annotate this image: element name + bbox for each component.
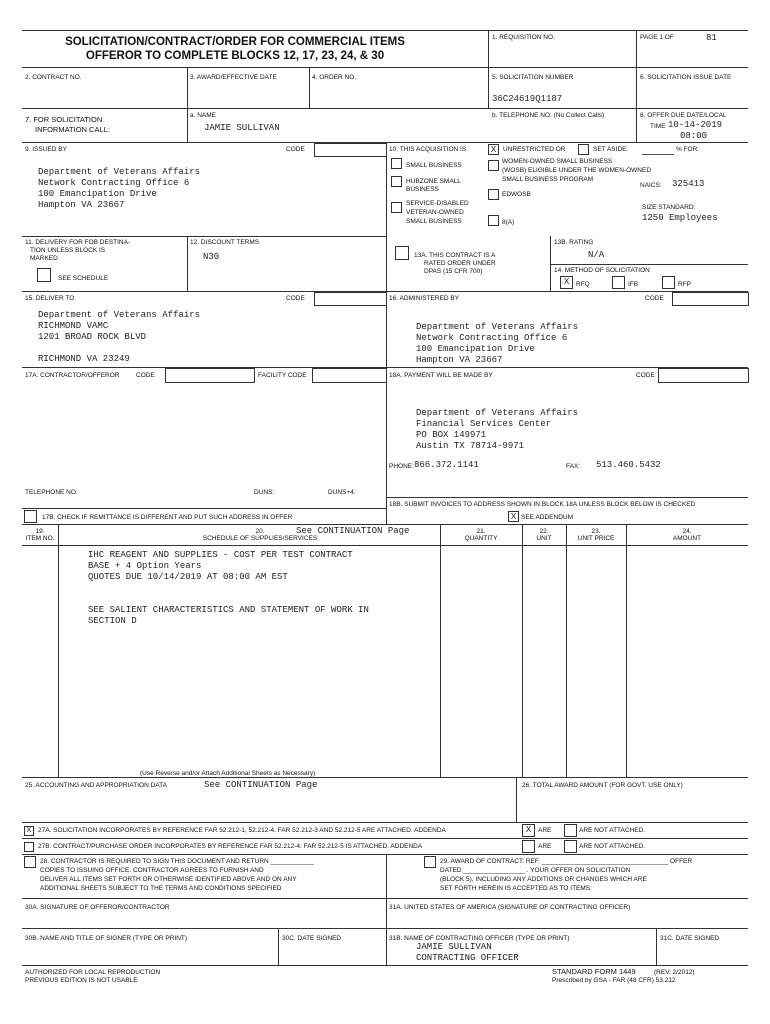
- deliver-to-code-field[interactable]: [314, 292, 387, 306]
- col21-num: 21.: [476, 528, 486, 535]
- administered-by-label: 16. ADMINISTERED BY: [389, 295, 460, 302]
- rating-value: N/A: [588, 250, 605, 260]
- submit-invoices-label: 18B. SUBMIT INVOICES TO ADDRESS SHOWN IN BLOCK 18A UNLESS BLOCK BELOW IS CHECKED: [389, 501, 696, 508]
- see-addendum-checkbox[interactable]: X: [508, 511, 519, 522]
- issued-by-line-4: Hampton VA 23667: [38, 200, 125, 210]
- small-business-label: SMALL BUSINESS: [406, 162, 462, 169]
- payment-phone: 866.372.1141: [414, 460, 479, 470]
- payment-line-1: Department of Veterans Affairs: [416, 408, 579, 418]
- col19-num: 19.: [35, 528, 45, 535]
- discount-terms-value[interactable]: N30: [203, 252, 220, 262]
- ifb-checkbox[interactable]: [612, 276, 625, 289]
- 27a-are-label: ARE: [538, 827, 552, 834]
- contractor-code-label: CODE: [136, 372, 155, 379]
- edwosb-label: EDWOSB: [502, 191, 531, 198]
- col19-header: ITEM NO.: [25, 535, 55, 542]
- issue-date-label: 6. SOLICITATION ISSUE DATE: [640, 74, 732, 81]
- sdvosb-label-3: SMALL BUSINESS: [406, 218, 462, 225]
- col22-header: UNIT: [536, 535, 552, 542]
- form-title-line1: SOLICITATION/CONTRACT/ORDER FOR COMMERCIAL ITEMS: [65, 36, 405, 48]
- block11-label-2: TION UNLESS BLOCK IS: [30, 247, 106, 254]
- rfq-checkbox[interactable]: X: [560, 276, 573, 289]
- 27a-are-checkbox[interactable]: X: [522, 824, 535, 837]
- edwosb-checkbox[interactable]: [488, 189, 499, 200]
- 28-line-1: 28. CONTRACTOR IS REQUIRED TO SIGN THIS DOCUMENT AND RETURN ____________: [40, 858, 314, 865]
- 28-checkbox[interactable]: [24, 856, 36, 868]
- wosb-checkbox[interactable]: [488, 160, 499, 171]
- pct-for-label: % FOR:: [676, 146, 700, 153]
- rated-order-checkbox[interactable]: [395, 246, 409, 260]
- contractor-label: 17A. CONTRACTOR/OFFEROR: [25, 372, 120, 379]
- administered-by-code-field[interactable]: [672, 292, 749, 306]
- 27b-checkbox[interactable]: [24, 842, 34, 852]
- requisition-label: 1. REQUISITION NO.: [492, 34, 555, 41]
- time-label: TIME: [650, 123, 666, 130]
- page-total: 81: [706, 33, 717, 43]
- schedule-desc-line-8: SECTION D: [88, 616, 137, 626]
- small-business-checkbox[interactable]: [391, 158, 402, 169]
- remit-label: 17B. CHECK IF REMITTANCE IS DIFFERENT AND PUT SUCH ADDRESS IN OFFER: [42, 514, 293, 521]
- payment-phone-label: PHONE:: [389, 463, 414, 470]
- schedule-desc-line-3: QUOTES DUE 10/14/2019 AT 08:00 AM EST: [88, 572, 288, 582]
- see-schedule-checkbox[interactable]: [37, 268, 51, 282]
- order-no-label: 4. ORDER NO.: [312, 74, 357, 81]
- form-title-line2: OFFEROR TO COMPLETE BLOCKS 12, 17, 23, 24, & 30: [85, 50, 385, 62]
- issued-by-code-field[interactable]: [314, 143, 387, 157]
- 29-checkbox[interactable]: [424, 856, 436, 868]
- discount-terms-label: 12. DISCOUNT TERMS: [190, 239, 260, 246]
- footer-left-1: AUTHORIZED FOR LOCAL REPRODUCTION: [25, 969, 161, 976]
- block11-label-1: 11. DELIVERY FOR FOB DESTINA-: [25, 239, 131, 246]
- facility-code-field[interactable]: [312, 368, 387, 383]
- payment-fax: 513.460.5432: [596, 460, 661, 470]
- for-info-label-1: 7. FOR SOLICITATION: [25, 115, 103, 124]
- issued-by-line-3: 100 Emancipation Drive: [38, 189, 157, 199]
- rated-order-label-3: DPAS (15 CFR 700): [424, 268, 483, 275]
- deliver-to-line-3: 1201 BROAD ROCK BLVD: [38, 332, 147, 342]
- 28-line-3: DELIVER ALL ITEMS SET FORTH OR OTHERWISE IDENTIFIED ABOVE AND ON ANY: [40, 876, 297, 883]
- administered-by-line-1: Department of Veterans Affairs: [416, 322, 579, 332]
- unrestricted-label: UNRESTRICTED OR: [503, 146, 566, 153]
- accounting-value: See CONTINUATION Page: [204, 780, 318, 790]
- contractor-code-field[interactable]: [165, 368, 255, 383]
- col20-header: SCHEDULE OF SUPPLIES/SERVICES: [202, 535, 318, 542]
- hubzone-label-2: BUSINESS: [406, 186, 439, 193]
- payment-code-label: CODE: [636, 372, 655, 379]
- schedule-desc-line-1: IHC REAGENT AND SUPPLIES - COST PER TEST CONTRACT: [88, 550, 353, 560]
- sig-31a-label: 31A. UNITED STATES OF AMERICA (SIGNATURE OF CONTRACTING OFFICER): [389, 904, 631, 911]
- administered-by-code-label: CODE: [645, 295, 664, 302]
- telephone-label: TELEPHONE NO.: [25, 489, 78, 496]
- administered-by-line-2: Network Contracting Office 6: [416, 333, 568, 343]
- total-award-label: 26. TOTAL AWARD AMOUNT (FOR GOVT. USE ONLY): [522, 782, 683, 789]
- 27b-are-label: ARE: [538, 843, 552, 850]
- 27b-label: 27B. CONTRACT/PURCHASE ORDER INCORPORATES BY REFERENCE FAR 52.212-4. FAR 52.212-5 IS ATTACHED. ADDENDA: [38, 843, 423, 850]
- sig-30c-label: 30C. DATE SIGNED: [282, 935, 342, 942]
- sdvosb-checkbox[interactable]: [391, 202, 402, 213]
- 27a-label: 27A. SOLICITATION INCORPORATES BY REFERENCE FAR 52.212-1, 52.212-4. FAR 52.212-3 AND 52.212-5 ARE ATTACHED. ADDENDA: [38, 827, 446, 834]
- footer-left-2: PREVIOUS EDITION IS NOT USABLE: [25, 977, 138, 984]
- schedule-desc-line-7: SEE SALIENT CHARACTERISTICS AND STATEMENT OF WORK IN: [88, 605, 369, 615]
- wosb-label-3: SMALL BUSINESS PROGRAM: [502, 176, 594, 183]
- deliver-to-label: 15. DELIVER TO: [25, 295, 75, 302]
- set-aside-checkbox[interactable]: [578, 144, 589, 155]
- duns-label: DUNS:: [254, 489, 275, 496]
- payment-fax-label: FAX:: [566, 463, 581, 470]
- footer-rev: (REV. 2/2012): [654, 969, 695, 976]
- 27b-are-not-checkbox[interactable]: [564, 840, 577, 853]
- 28-line-2: COPIES TO ISSUING OFFICE. CONTRACTOR AGREES TO FURNISH AND: [40, 867, 264, 874]
- hubzone-checkbox[interactable]: [391, 176, 402, 187]
- sig-30b-label: 30B. NAME AND TITLE OF SIGNER (TYPE OR PRINT): [25, 935, 188, 942]
- award-date-label: 3. AWARD/EFFECTIVE DATE: [190, 74, 277, 81]
- size-standard-label: SIZE STANDARD:: [642, 204, 696, 211]
- wosb-label-2: (WOSB) ELIGIBLE UNDER THE WOMEN-OWNED: [502, 167, 652, 174]
- see-addendum-label: SEE ADDENDUM: [521, 514, 574, 521]
- 27a-are-not-label: ARE NOT ATTACHED.: [579, 827, 646, 834]
- issued-by-line-1: Department of Veterans Affairs: [38, 167, 201, 177]
- contact-name[interactable]: JAMIE SULLIVAN: [204, 123, 280, 133]
- offer-due-label: 8. OFFER DUE DATE/LOCAL: [640, 112, 727, 119]
- offer-due-time[interactable]: 08:00: [680, 131, 708, 141]
- issued-by-line-2: Network Contracting Office 6: [38, 178, 190, 188]
- ifb-label: IFB: [628, 281, 639, 288]
- method-label: 14. METHOD OF SOLICITATION: [554, 267, 650, 274]
- use-reverse-note: (Use Reverse and/or Attach Additional Sheets as Necessary): [140, 770, 316, 777]
- rfp-checkbox[interactable]: [662, 276, 675, 289]
- footer-prescribed: Prescribed by GSA - FAR (48 CFR) 53.212: [552, 977, 676, 984]
- unrestricted-checkbox[interactable]: X: [488, 144, 499, 155]
- contracting-officer-title: CONTRACTING OFFICER: [416, 953, 519, 963]
- payment-line-4: Austin TX 78714-9971: [416, 441, 525, 451]
- block11-label-3: MARKED: [30, 255, 58, 262]
- set-aside-label: SET ASIDE:: [593, 146, 629, 153]
- solicitation-no[interactable]: 36C24619Q1187: [492, 94, 563, 104]
- eight-a-checkbox[interactable]: [488, 215, 499, 226]
- col23-header: UNIT PRICE: [577, 535, 615, 542]
- contracting-officer-name: JAMIE SULLIVAN: [416, 942, 492, 952]
- rated-order-label-2: RATED ORDER UNDER: [424, 260, 496, 267]
- administered-by-line-3: 100 Emancipation Drive: [416, 344, 535, 354]
- size-standard-value: 1250 Employees: [642, 213, 718, 223]
- solicitation-no-label: 5. SOLICITATION NUMBER: [492, 74, 574, 81]
- 27b-are-checkbox[interactable]: [522, 840, 535, 853]
- rfq-label: RFQ: [576, 281, 590, 288]
- deliver-to-line-1: Department of Veterans Affairs: [38, 310, 201, 320]
- col21-header: QUANTITY: [464, 535, 498, 542]
- sig-31b-label: 31B. NAME OF CONTRACTING OFFICER (TYPE OR PRINT): [389, 935, 570, 942]
- duns4-label: DUNS+4:: [328, 489, 356, 496]
- payment-line-3: PO BOX 149971: [416, 430, 487, 440]
- naics-value: 325413: [672, 179, 705, 189]
- naics-label: NAICS:: [640, 182, 662, 189]
- for-info-label-2: INFORMATION CALL:: [35, 125, 110, 134]
- administered-by-line-4: Hampton VA 23667: [416, 355, 503, 365]
- 29-line-1: 29. AWARD OF CONTRACT: REF. ___________________________________ OFFER: [440, 858, 693, 865]
- payment-code-field[interactable]: [658, 368, 749, 383]
- name-label: a. NAME: [190, 112, 217, 119]
- acquisition-label: 10. THIS ACQUISITION IS: [389, 146, 467, 153]
- payment-label: 18A. PAYMENT WILL BE MADE BY: [389, 372, 493, 379]
- 29-line-3: (BLOCK 5), INCLUDING ANY ADDITIONS OR CHANGES WHICH ARE: [440, 876, 647, 883]
- issued-by-code-label: CODE: [286, 146, 305, 153]
- rfp-label: RFP: [678, 281, 691, 288]
- col24-header: AMOUNT: [672, 535, 702, 542]
- remit-checkbox[interactable]: [24, 510, 37, 523]
- sdvosb-label-1: SERVICE-DISABLED: [406, 200, 469, 207]
- col20-continuation: See CONTINUATION Page: [296, 526, 410, 536]
- facility-code-label: FACILITY CODE: [258, 372, 307, 379]
- col24-num: 24.: [682, 528, 692, 535]
- issued-by-label: 9. ISSUED BY: [25, 146, 67, 153]
- page-label: PAGE 1 OF: [640, 34, 674, 41]
- col20-num: 20.: [255, 528, 265, 535]
- payment-line-2: Financial Services Center: [416, 419, 552, 429]
- footer-form-name: STANDARD FORM 1449: [552, 967, 636, 976]
- 28-line-4: ADDITIONAL SHEETS SUBJECT TO THE TERMS AND CONDITIONS SPECIFIED: [40, 885, 282, 892]
- offer-due-date[interactable]: 10-14-2019: [668, 120, 723, 130]
- sig-31c-label: 31C. DATE SIGNED: [660, 935, 720, 942]
- col23-num: 23.: [591, 528, 601, 535]
- phone-label: b. TELEPHONE NO. (No Collect Calls): [492, 112, 605, 119]
- 29-line-4: SET FORTH HEREIN IS ACCEPTED AS TO ITEMS:: [440, 885, 592, 892]
- deliver-to-line-2: RICHMOND VAMC: [38, 321, 109, 331]
- deliver-to-code-label: CODE: [286, 295, 305, 302]
- see-schedule-label: SEE SCHEDULE: [58, 275, 109, 282]
- 27a-are-not-checkbox[interactable]: [564, 824, 577, 837]
- accounting-label: 25. ACCOUNTING AND APPROPRIATION DATA: [25, 782, 167, 789]
- hubzone-label-1: HUBZONE SMALL: [406, 178, 461, 185]
- schedule-desc-line-2: BASE + 4 Option Years: [88, 561, 202, 571]
- 27b-are-not-label: ARE NOT ATTACHED.: [579, 843, 646, 850]
- contract-no-label: 2. CONTRACT NO.: [25, 74, 82, 81]
- deliver-to-line-5: RICHMOND VA 23249: [38, 354, 130, 364]
- col22-num: 22.: [539, 528, 549, 535]
- eight-a-label: 8(A): [502, 219, 515, 226]
- sdvosb-label-2: VETERAN-OWNED: [406, 209, 464, 216]
- rating-label: 13B. RATING: [554, 239, 594, 246]
- 29-line-2: DATED _________________ . YOUR OFFER ON SOLICITATION: [440, 867, 631, 874]
- 27a-checkbox[interactable]: X: [24, 826, 34, 836]
- sig-30a-label: 30A. SIGNATURE OF OFFEROR/CONTRACTOR: [25, 904, 170, 911]
- rated-order-label-1: 13A. THIS CONTRACT IS A: [414, 252, 496, 259]
- wosb-label-1: WOMEN-OWNED SMALL BUSINESS: [502, 158, 613, 165]
